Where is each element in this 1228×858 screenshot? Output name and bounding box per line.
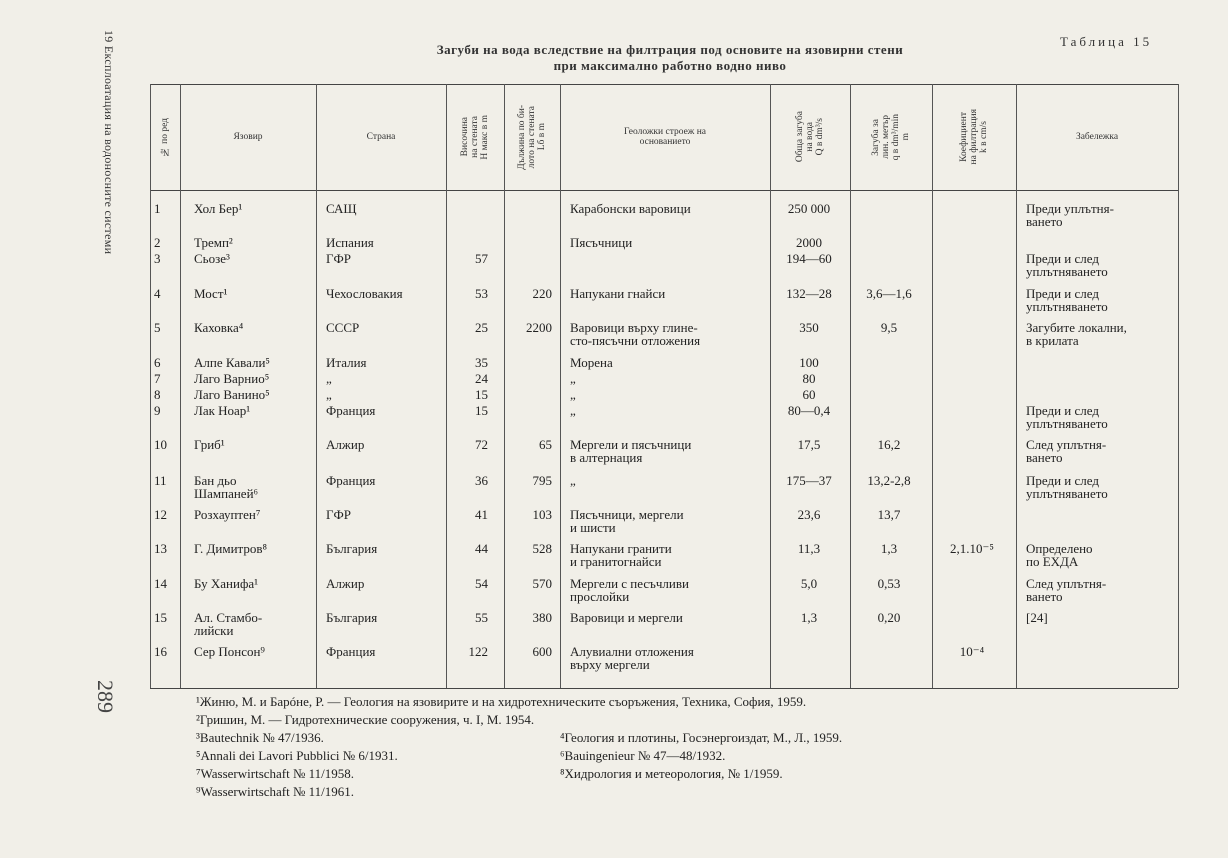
table-bottom-border bbox=[150, 688, 1178, 689]
geology: Алувиални отложения bbox=[570, 644, 694, 659]
length-value: 380 bbox=[532, 610, 552, 625]
geology: „ bbox=[570, 371, 576, 386]
total-loss-value: 194—60 bbox=[786, 251, 832, 266]
col-border bbox=[1178, 84, 1179, 688]
remark-cont: уплътняването bbox=[1026, 264, 1108, 279]
row-number: 15 bbox=[154, 610, 167, 625]
country: ГФР bbox=[326, 251, 352, 266]
geology: Карабонски варовици bbox=[570, 201, 691, 216]
height-value: 44 bbox=[475, 541, 488, 556]
running-header: 19 Експлоатация на водоносните системи bbox=[102, 30, 116, 255]
country: Алжир bbox=[326, 576, 365, 591]
footnote-1: ¹Жиню, М. и Барóне, Р. — Геология на язовирите и на хидротехническите съоръжения, Техника, София, 1959. bbox=[196, 694, 807, 709]
dam-name: Мост¹ bbox=[194, 286, 228, 301]
country: Франция bbox=[326, 403, 376, 418]
row-number: 2 bbox=[154, 235, 161, 250]
loss-per-meter-value: 3,6—1,6 bbox=[866, 286, 912, 301]
height-value: 53 bbox=[475, 286, 488, 301]
loss-per-meter-value: 13,2-2,8 bbox=[867, 473, 911, 488]
row-number: 1 bbox=[154, 201, 161, 216]
loss-per-meter-value: 0,20 bbox=[877, 610, 901, 625]
country: СССР bbox=[326, 320, 360, 335]
header-geology: Геоложки строеж на основанието bbox=[623, 127, 707, 147]
height-value: 41 bbox=[475, 507, 488, 522]
geology-cont: и гранитогнайси bbox=[570, 554, 662, 569]
dam-name: Сер Понсон⁹ bbox=[194, 644, 265, 659]
geology: „ bbox=[570, 387, 576, 402]
footnote-9: ⁹Wasserwirtschaft № 11/1961. bbox=[196, 784, 355, 799]
row-number: 13 bbox=[154, 541, 167, 556]
dam-name: Лаго Ванино⁵ bbox=[194, 387, 270, 402]
country: „ bbox=[326, 371, 332, 386]
row-number: 4 bbox=[154, 286, 161, 301]
dam-name: Хол Бер¹ bbox=[194, 201, 243, 216]
geology: Морена bbox=[570, 355, 613, 370]
total-loss-value: 11,3 bbox=[797, 541, 821, 556]
footnote-7: ⁷Wasserwirtschaft № 11/1958. bbox=[196, 766, 355, 781]
footnote-8: ⁸Хидрология и метеорология, № 1/1959. bbox=[560, 766, 783, 781]
header-loss-per-meter: Загуба за лин. метър q в dm³/min m bbox=[871, 113, 911, 161]
height-value: 35 bbox=[475, 355, 488, 370]
length-value: 220 bbox=[532, 286, 552, 301]
remark: [24] bbox=[1026, 610, 1048, 625]
dam-name: Бу Ханифа¹ bbox=[194, 576, 259, 591]
coefficient-value: 10⁻⁴ bbox=[959, 644, 985, 659]
country: Чехословакия bbox=[326, 286, 403, 301]
total-loss-value: 350 bbox=[799, 320, 819, 335]
remark: Преди и след bbox=[1026, 473, 1099, 488]
geology-cont: върху мергели bbox=[570, 657, 650, 672]
total-loss-value: 80 bbox=[802, 371, 816, 386]
height-value: 72 bbox=[475, 437, 488, 452]
height-value: 54 bbox=[475, 576, 488, 591]
dam-name: Бан дьо bbox=[194, 473, 237, 488]
row-number: 10 bbox=[154, 437, 167, 452]
country: Испания bbox=[326, 235, 374, 250]
footnote-2: ²Гришин, М. — Гидротехнические сооружения, ч. I, М. 1954. bbox=[196, 712, 535, 727]
total-loss-value: 23,6 bbox=[797, 507, 821, 522]
geology-cont: и шисти bbox=[570, 520, 616, 535]
remark: Преди и след bbox=[1026, 286, 1099, 301]
country: Франция bbox=[326, 473, 376, 488]
geology: „ bbox=[570, 473, 576, 488]
row-number: 7 bbox=[154, 371, 161, 386]
height-value: 15 bbox=[475, 403, 488, 418]
geology: Напукани гнайси bbox=[570, 286, 666, 301]
remark-cont: уплътняването bbox=[1026, 416, 1108, 431]
length-value: 528 bbox=[532, 541, 552, 556]
loss-per-meter-value: 1,3 bbox=[880, 541, 898, 556]
remark-cont: ването bbox=[1026, 450, 1063, 465]
row-number: 9 bbox=[154, 403, 161, 418]
header-coefficient: Коефициент на филтрация k в cm/s bbox=[959, 109, 989, 165]
remark: Загубите локални, bbox=[1026, 320, 1127, 335]
row-number: 5 bbox=[154, 320, 161, 335]
loss-per-meter-value: 16,2 bbox=[877, 437, 901, 452]
remark-cont: ването bbox=[1026, 214, 1063, 229]
country: България bbox=[326, 610, 378, 625]
geology: Напукани гранити bbox=[570, 541, 672, 556]
dam-name: Алпе Кавали⁵ bbox=[194, 355, 270, 370]
row-number: 3 bbox=[154, 251, 161, 266]
geology-cont: в алтернация bbox=[570, 450, 643, 465]
height-value: 24 bbox=[475, 371, 488, 386]
total-loss-value: 2000 bbox=[796, 235, 822, 250]
country: Италия bbox=[326, 355, 367, 370]
length-value: 795 bbox=[532, 473, 552, 488]
country: „ bbox=[326, 387, 332, 402]
country: България bbox=[326, 541, 378, 556]
loss-per-meter-value: 9,5 bbox=[880, 320, 898, 335]
dam-name: Ал. Стамбо- bbox=[194, 610, 263, 625]
footnote-4: ⁴Геология и плотины, Госэнергоиздат, М., Л., 1959. bbox=[560, 730, 843, 745]
remark: Преди и след bbox=[1026, 403, 1099, 418]
length-value: 103 bbox=[532, 507, 552, 522]
remark: Преди уплътня- bbox=[1026, 201, 1114, 216]
remark-cont: уплътняването bbox=[1026, 486, 1108, 501]
height-value: 55 bbox=[475, 610, 488, 625]
geology-cont: прослойки bbox=[570, 589, 630, 604]
dam-name: Тремп² bbox=[194, 235, 233, 250]
remark: След уплътня- bbox=[1026, 576, 1107, 591]
header-dam: Язовир bbox=[233, 132, 263, 142]
dam-name: Розхауптен⁷ bbox=[194, 507, 261, 522]
geology: Мергели и пясъчници bbox=[570, 437, 692, 452]
country: ГФР bbox=[326, 507, 352, 522]
total-loss-value: 5,0 bbox=[800, 576, 818, 591]
total-loss-value: 17,5 bbox=[797, 437, 821, 452]
height-value: 122 bbox=[468, 644, 488, 659]
row-number: 16 bbox=[154, 644, 167, 659]
remark: Преди и след bbox=[1026, 251, 1099, 266]
row-number: 12 bbox=[154, 507, 167, 522]
remark-cont: ването bbox=[1026, 589, 1063, 604]
remark: Определено bbox=[1026, 541, 1093, 556]
loss-per-meter-value: 0,53 bbox=[877, 576, 901, 591]
row-number: 14 bbox=[154, 576, 167, 591]
total-loss-value: 132—28 bbox=[786, 286, 832, 301]
table-label: Таблица 15 bbox=[1060, 34, 1153, 49]
total-loss-value: 1,3 bbox=[800, 610, 818, 625]
dam-name-cont: Шампаней⁶ bbox=[194, 486, 259, 501]
header-length: Дължина по би- лото на стената Lб в m bbox=[517, 104, 547, 170]
header-height: Височина на стената H макс в m bbox=[460, 114, 490, 160]
geology-cont: сто-пясъчни отложения bbox=[570, 333, 701, 348]
country: Алжир bbox=[326, 437, 365, 452]
remark-cont: по ЕХДА bbox=[1026, 554, 1079, 569]
length-value: 65 bbox=[539, 437, 552, 452]
title-line-1: Загуби на вода вследствие на филтрация под основите на язовирни стени bbox=[436, 42, 904, 57]
geology: Мергели с песъчливи bbox=[570, 576, 689, 591]
footnote-6: ⁶Bauingenieur № 47—48/1932. bbox=[560, 748, 726, 763]
row-number: 11 bbox=[154, 473, 167, 488]
table-title bbox=[300, 42, 1040, 74]
height-value: 15 bbox=[475, 387, 488, 402]
geology: Варовици върху глине- bbox=[570, 320, 698, 335]
coefficient-value: 2,1.10⁻⁵ bbox=[950, 541, 994, 556]
total-loss-value: 175—37 bbox=[786, 473, 832, 488]
loss-per-meter-value: 13,7 bbox=[877, 507, 901, 522]
footnote-5: ⁵Annali dei Lavori Pubblici № 6/1931. bbox=[196, 748, 398, 763]
remark-cont: уплътняването bbox=[1026, 299, 1108, 314]
total-loss-value: 60 bbox=[802, 387, 816, 402]
header-total-loss: Обща загуба на вода Q в dm³/s bbox=[795, 111, 825, 163]
header-country: Страна bbox=[366, 132, 396, 142]
length-value: 600 bbox=[532, 644, 552, 659]
country: Франция bbox=[326, 644, 376, 659]
geology: Варовици и мергели bbox=[570, 610, 683, 625]
geology: Пясъчници, мергели bbox=[570, 507, 684, 522]
height-value: 57 bbox=[475, 251, 488, 266]
data-table bbox=[150, 84, 1178, 688]
geology: „ bbox=[570, 403, 576, 418]
length-value: 2200 bbox=[526, 320, 552, 335]
remark-cont: в крилата bbox=[1026, 333, 1079, 348]
country: САЩ bbox=[326, 201, 357, 216]
dam-name: Лак Ноар¹ bbox=[194, 403, 251, 418]
dam-name: Каховка⁴ bbox=[194, 320, 244, 335]
dam-name-cont: лийски bbox=[194, 623, 234, 638]
height-value: 36 bbox=[475, 473, 488, 488]
row-number: 6 bbox=[154, 355, 161, 370]
page-number: 289 bbox=[93, 680, 118, 713]
total-loss-value: 250 000 bbox=[787, 201, 831, 216]
dam-name: Сьозе³ bbox=[194, 251, 230, 266]
remark: След уплътня- bbox=[1026, 437, 1107, 452]
geology: Пясъчници bbox=[570, 235, 633, 250]
title-line-2: при максимално работно водно ниво bbox=[553, 58, 787, 73]
height-value: 25 bbox=[475, 320, 488, 335]
row-number: 8 bbox=[154, 387, 161, 402]
header-remark: Забележка bbox=[1075, 132, 1119, 142]
header-bottom-border bbox=[150, 190, 1178, 191]
footnote-3: ³Bautechnik № 47/1936. bbox=[196, 730, 324, 745]
total-loss-value: 100 bbox=[799, 355, 819, 370]
length-value: 570 bbox=[532, 576, 552, 591]
header-num: № по ред bbox=[160, 117, 170, 157]
total-loss-value: 80—0,4 bbox=[787, 403, 831, 418]
dam-name: Гриб¹ bbox=[194, 437, 225, 452]
dam-name: Лаго Варнио⁵ bbox=[194, 371, 270, 386]
dam-name: Г. Димитров⁸ bbox=[194, 541, 268, 556]
